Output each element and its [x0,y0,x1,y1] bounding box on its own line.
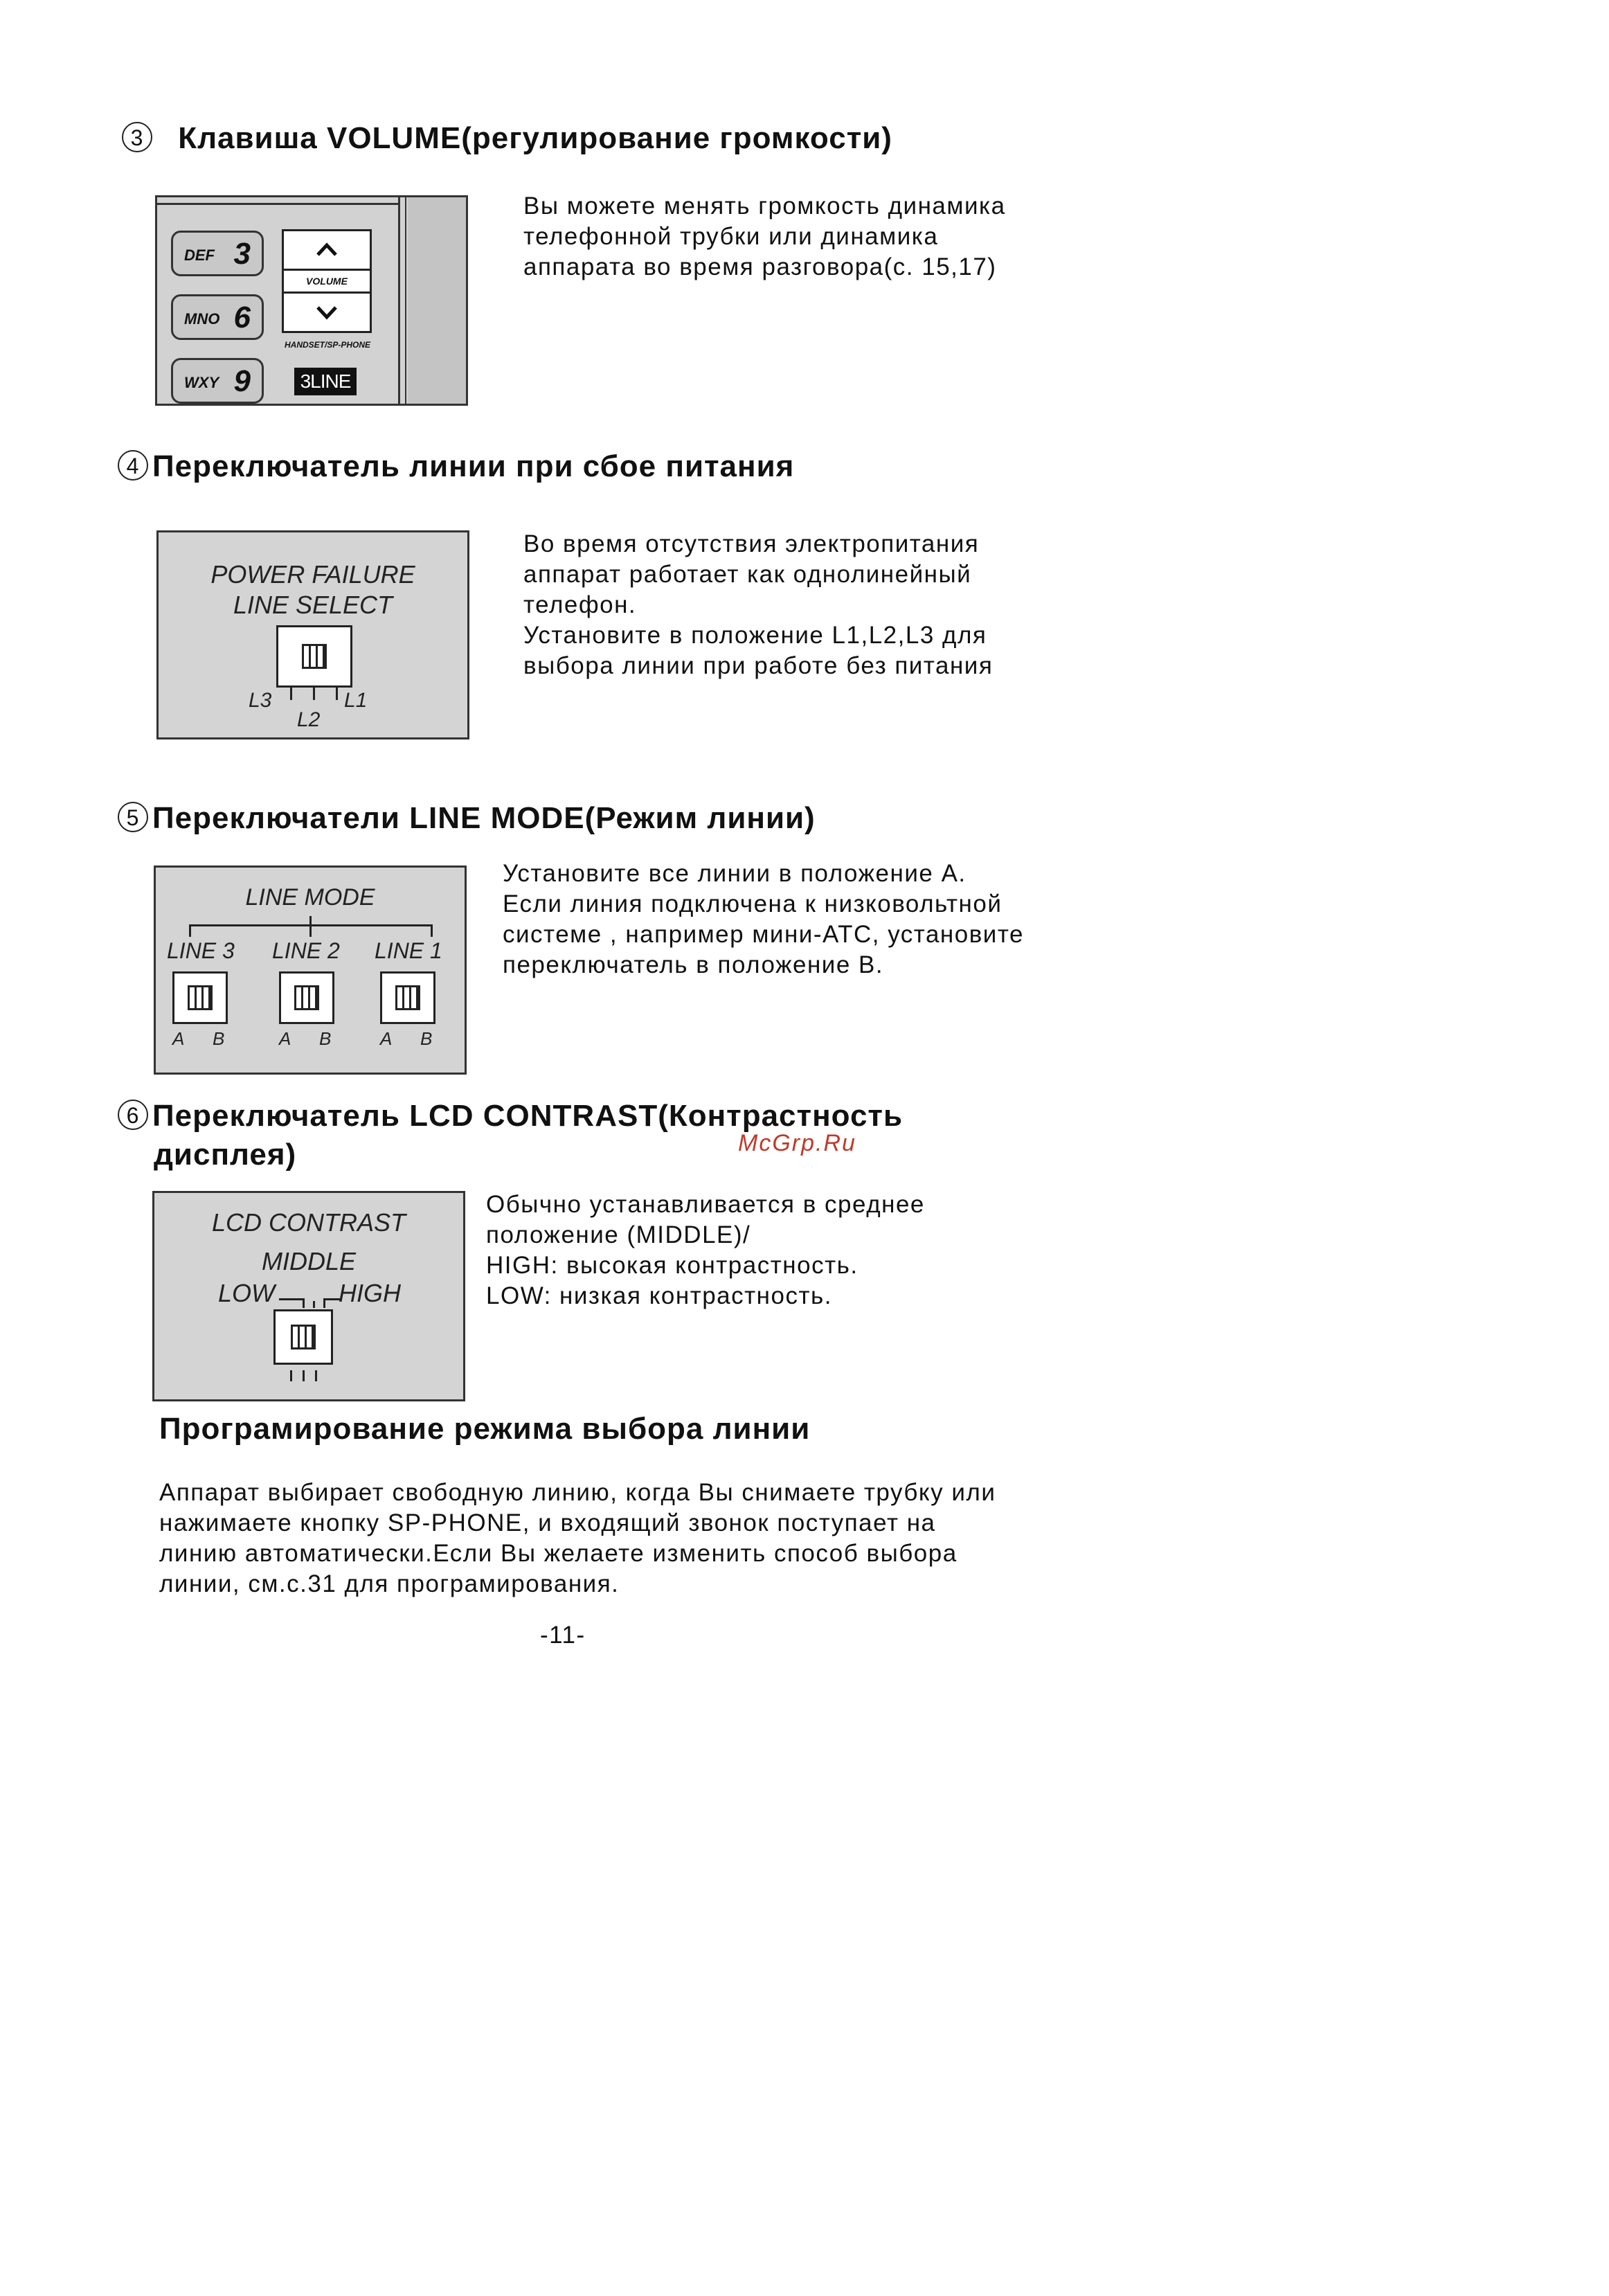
volume-panel [155,195,468,406]
line-3-b: B [213,1028,225,1049]
section-title: Клавиша VOLUME(регулирование громкости) [178,121,892,155]
section-6-text: Обычно устанавливается в среднее положение (MIDDLE)/ HIGH: высокая контрастность. LOW: низкая контрастность. [486,1191,925,1309]
line-1-a: A [380,1028,393,1049]
lcd-contrast-switch [273,1309,333,1365]
program-text: Аппарат выбирает свободную линию, когда Вы снимаете трубку или нажимаете кнопку SP-PHONE, и входящий звонок поступает на линию автоматически.Если Вы желаете изменить способ выбора линии, см.с.31 для програмирования. [159,1479,996,1597]
section-5-heading [118,799,816,838]
line-1-switch [380,971,435,1024]
chevron-down-icon [282,294,372,331]
key-9: WXY 9 [171,358,264,404]
section-number: 4 [118,450,148,481]
page-number: -11- [540,1622,586,1649]
line-2-b: B [319,1028,332,1049]
lcd-contrast-label: LCD CONTRAST [211,1208,406,1237]
volume-up-button [282,229,372,271]
handset-label: HANDSET/SP-PHONE [284,340,370,350]
line-mode-label: LINE MODE [245,884,375,911]
volume-down-button [282,292,372,333]
section-3-heading [122,119,892,158]
watermark: McGrp.Ru [738,1130,856,1156]
line-3-switch [172,971,228,1024]
line-badge: 3LINE [294,368,357,395]
section-title: Переключатель линии при сбое питания [152,449,795,483]
line-3-label: LINE 3 [167,938,235,963]
section-number: 5 [118,802,148,832]
section-number: 6 [118,1100,148,1130]
middle-label: MIDDLE [261,1247,357,1275]
section-3-text: Вы можете менять громкость динамика телефонной трубки или динамика аппарата во время разговора(с. 15,17) [523,192,1006,280]
line-2-switch [279,971,334,1024]
line-1-b: B [420,1028,433,1049]
line-mode-panel [154,866,467,1075]
section-title: Переключатели LINE MODE(Режим линии) [152,801,816,835]
high-label: HIGH [339,1279,401,1307]
pos-l3: L3 [249,689,272,712]
power-line-switch [276,625,352,688]
power-failure-label: POWER FAILURE [210,560,415,589]
program-heading: Програмирование режима выбора линии [159,1412,811,1446]
power-failure-panel [156,530,469,739]
line-3-a: A [172,1028,185,1049]
section-6-heading-line-2: дисплея) [154,1138,297,1172]
line-1-label: LINE 1 [375,938,442,963]
section-title-line-1: Переключатель LCD CONTRAST(Контрастность [152,1099,904,1133]
line-select-label: LINE SELECT [233,591,393,619]
section-5-text: Установите все линии в положение А. Если линия подключена к низковольтной системе , например мини-АТС, установите переключатель в положение В. [503,860,1024,978]
pos-l1: L1 [344,689,368,712]
section-4-text: Во время отсутствия электропитания аппарат работает как однолинейный телефон. Установите в положение L1,L2,L3 для выбора линии при работе без питания [523,530,994,679]
line-2-label: LINE 2 [272,938,340,963]
key-6: MNO 6 [171,294,264,340]
lcd-contrast-panel [152,1191,465,1401]
line-2-a: A [279,1028,291,1049]
section-4-heading [118,447,794,486]
pos-l2: L2 [297,708,321,731]
chevron-up-icon [282,231,372,269]
low-label: LOW [218,1279,276,1307]
key-3: DEF 3 [171,231,264,276]
section-number: 3 [122,122,152,152]
volume-label: VOLUME [282,271,372,292]
